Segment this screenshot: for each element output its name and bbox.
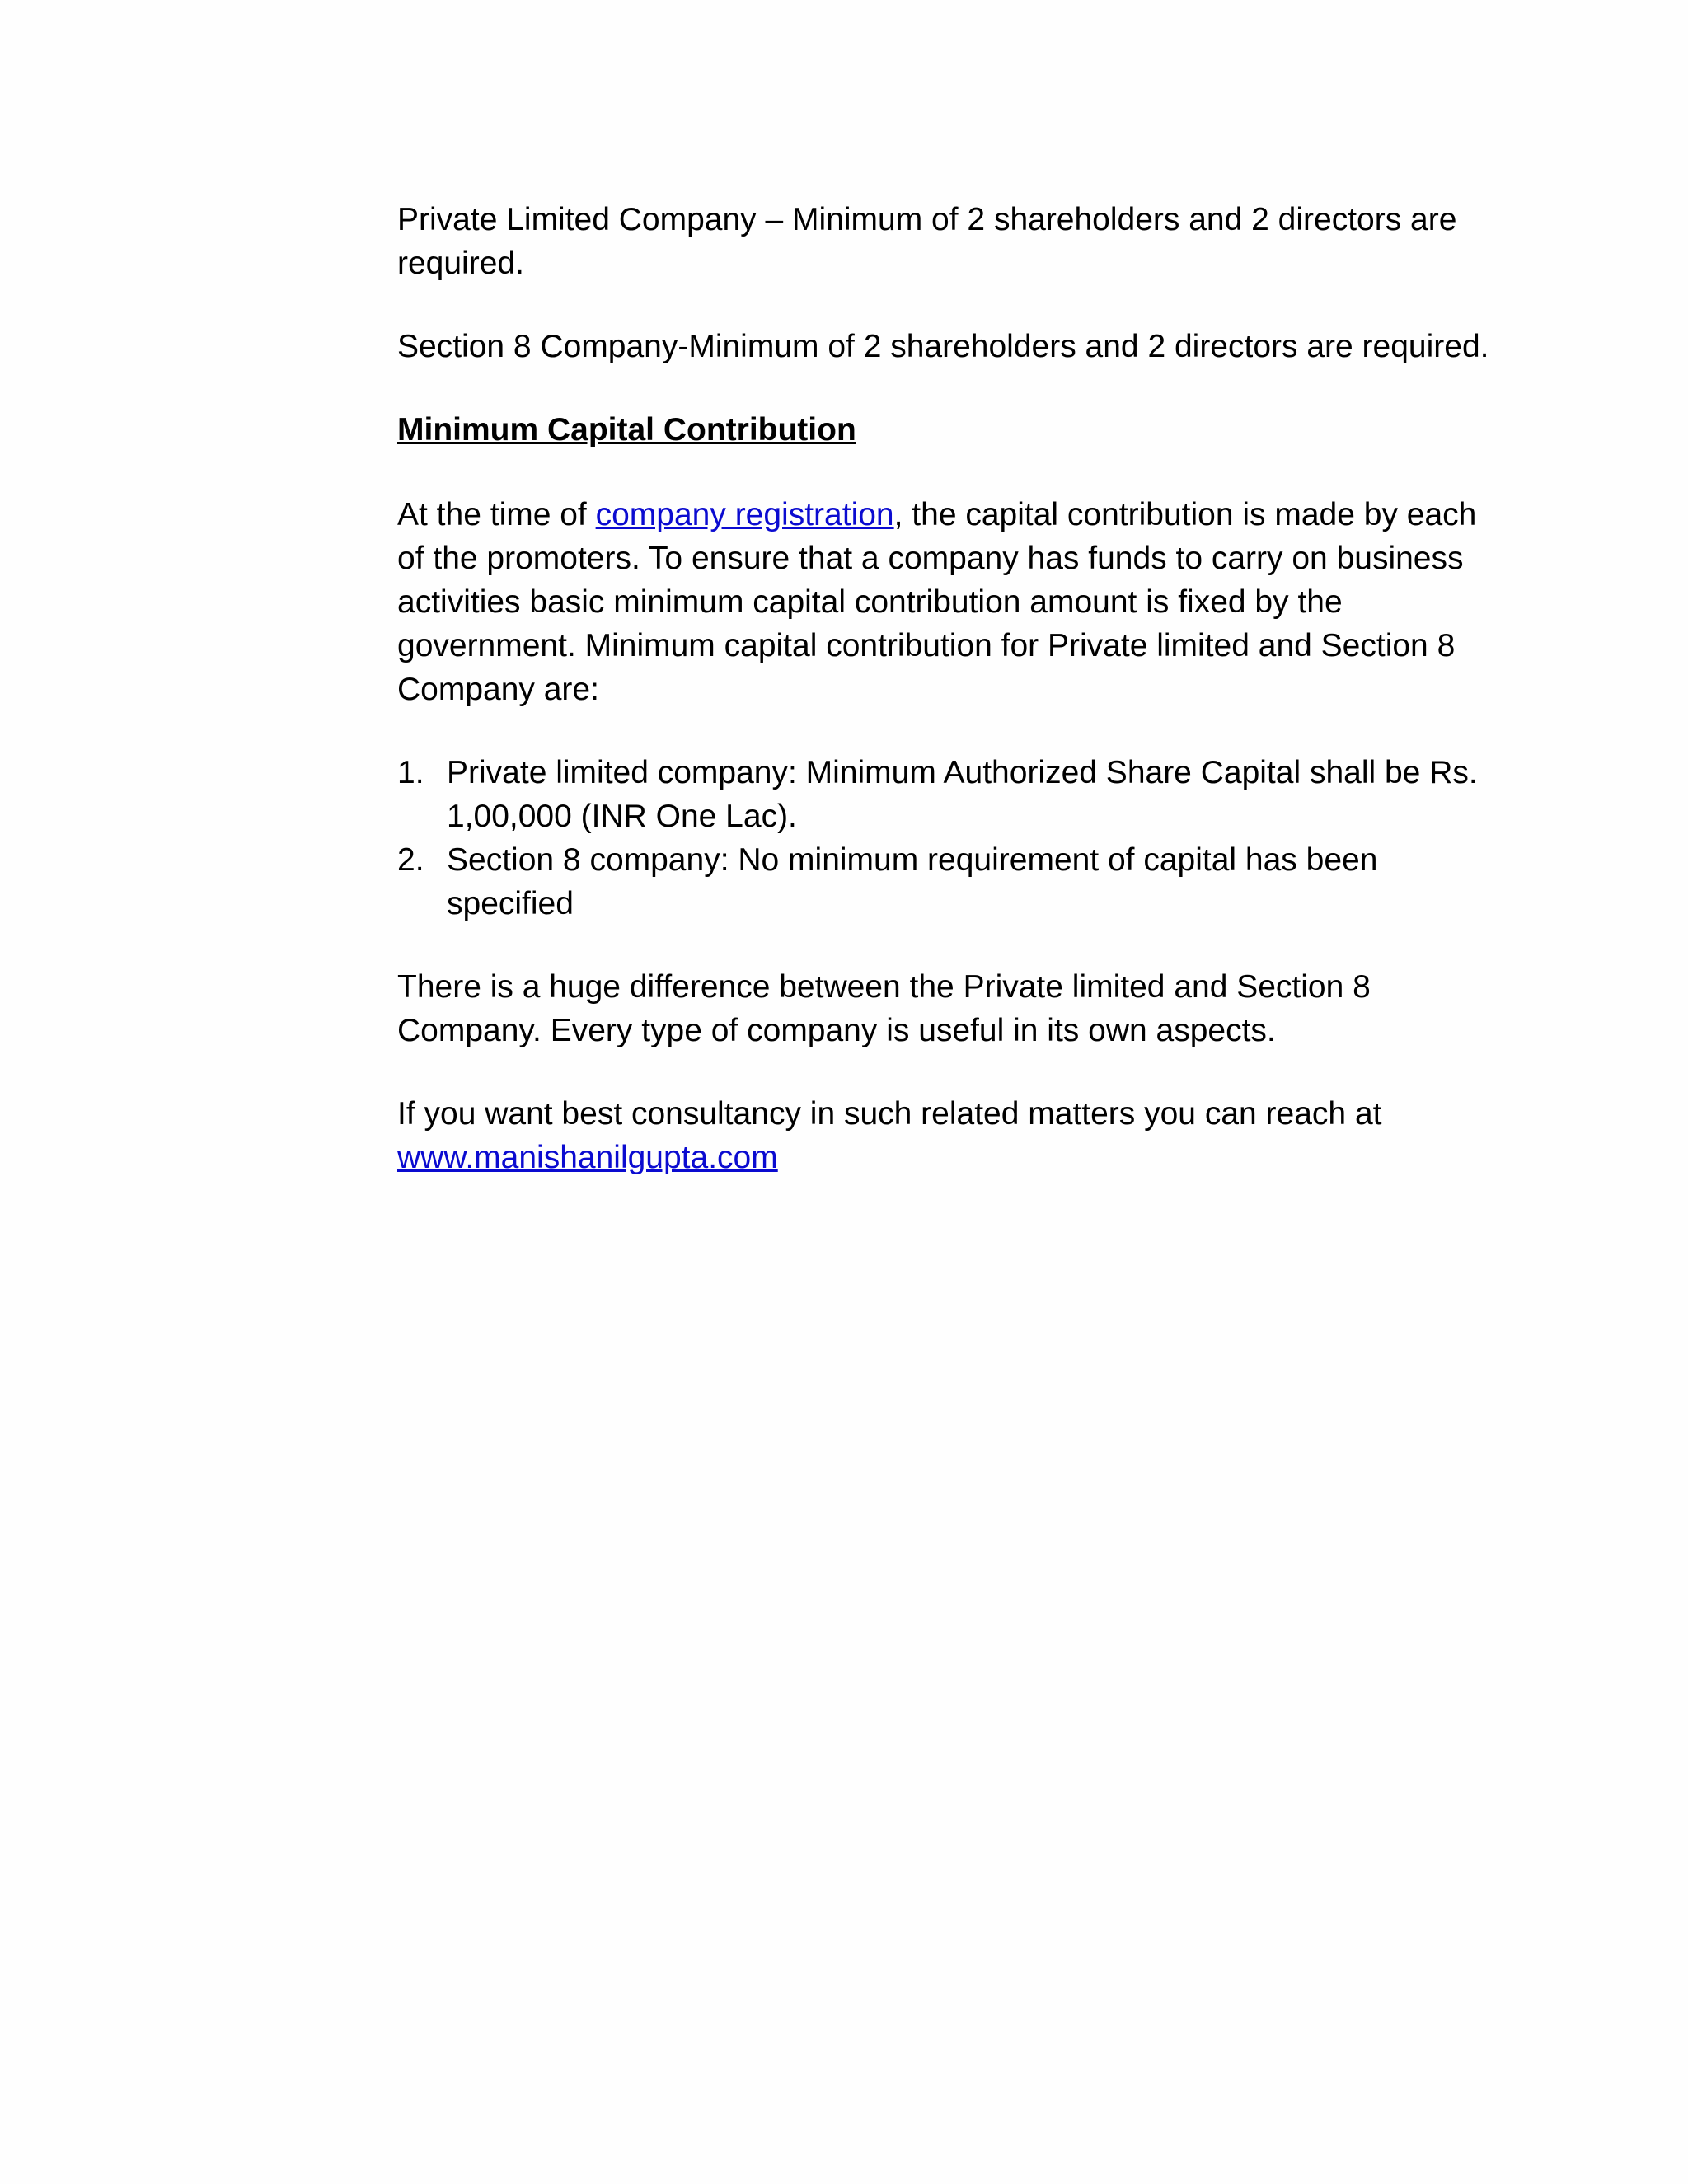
list-item-text: Private limited company: Minimum Authorized Share Capital shall be Rs. 1,00,000 (INR One Lac).: [447, 755, 1478, 834]
paragraph-private-limited: Private Limited Company – Minimum of 2 shareholders and 2 directors are required.: [397, 202, 1457, 281]
paragraph-intro: [397, 493, 1502, 711]
intro-suffix: , the capital contribution is made by each of the promoters. To ensure that a company has funds to carry on business activities basic minimum capital contribution amount is fixed by the government. Minimum capital contribution for Private limited and Section 8 Company are:: [397, 497, 1477, 707]
list-item-number: 2.: [397, 842, 424, 878]
paragraph-difference: There is a huge difference between the Private limited and Section 8 Company. Every type of company is useful in its own aspects.: [397, 969, 1371, 1048]
list-item: [397, 838, 1502, 926]
document-body: [397, 198, 1502, 1219]
capital-requirements-list: [397, 751, 1502, 926]
contact-text: If you want best consultancy in such related matters you can reach at: [397, 1096, 1382, 1132]
intro-prefix: At the time of: [397, 497, 596, 532]
website-link[interactable]: www.manishanilgupta.com: [397, 1140, 778, 1175]
section-heading: Minimum Capital Contribution: [397, 412, 856, 448]
paragraph-contact: [397, 1092, 1502, 1179]
list-item-text: Section 8 company: No minimum requirement of capital has been specified: [447, 842, 1378, 921]
company-registration-link[interactable]: company registration: [595, 497, 894, 532]
list-item-number: 1.: [397, 755, 424, 790]
list-item: [397, 751, 1502, 838]
paragraph-section-8: Section 8 Company-Minimum of 2 shareholders and 2 directors are required.: [397, 329, 1489, 364]
